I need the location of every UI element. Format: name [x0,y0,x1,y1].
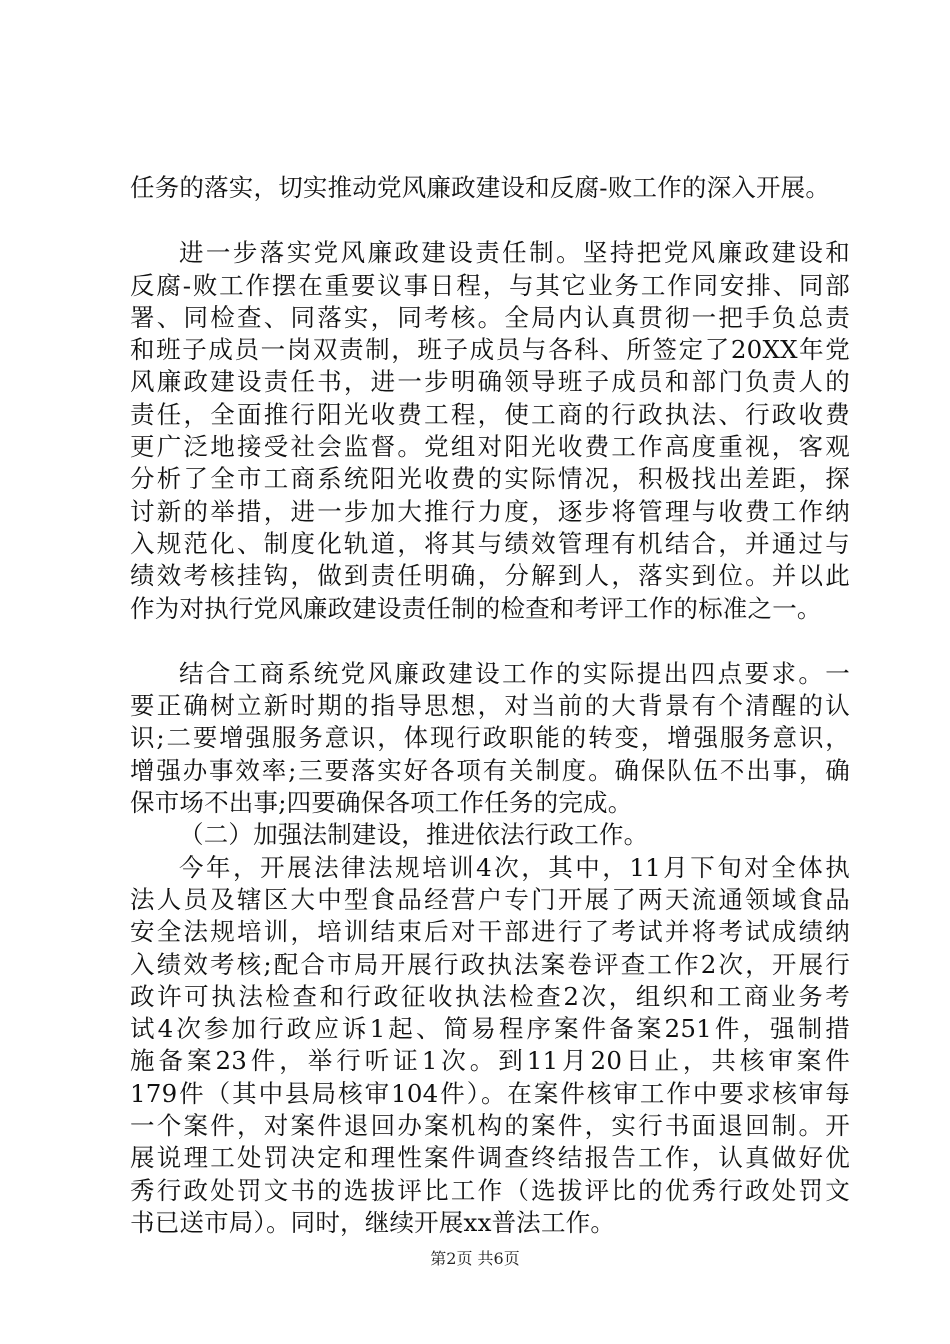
text-line: 更广泛地接受社会监督。党组对阳光收费工作高度重视，客观 [130,432,850,462]
text-line: 法人员及辖区大中型食品经营户专门开展了两天流通领域食品 [130,884,850,914]
text-line: 任务的落实，切实推动党风廉政建设和反腐-败工作的深入开展。 [130,173,831,202]
text-line: 结合工商系统党风廉政建设工作的实际提出四点要求。一 [179,658,850,688]
text-line: 施备案23件，举行听证1次。到11月20日止，共核审案件 [130,1046,850,1076]
paragraph-gap [130,625,850,658]
page-number-footer: 第2页 共6页 [430,1249,520,1268]
paragraph-5 [130,852,850,1240]
paragraph-3 [130,658,850,819]
text-line: 作为对执行党风廉政建设责任制的检查和考评工作的标准之一。 [130,593,822,623]
text-line: 责任，全面推行阳光收费工程，使工商的行政执法、行政收费 [130,399,850,429]
text-line: 增强办事效率;三要落实好各项有关制度。确保队伍不出事，确 [130,755,850,785]
text-line: 安全法规培训，培训结束后对干部进行了考试并将考试成绩纳 [130,917,850,947]
text-line: 一个案件，对案件退回办案机构的案件，实行书面退回制。开 [130,1111,850,1141]
text-line: 进一步落实党风廉政建设责任制。坚持把党风廉政建设和 [179,238,850,268]
text-line: 书已送市局）。同时，继续开展xx普法工作。 [130,1207,616,1237]
text-line: 分析了全市工商系统阳光收费的实际情况，积极找出差距，探 [130,464,850,494]
text-line: 展说理工处罚决定和理性案件调查终结报告工作，认真做好优 [130,1143,850,1173]
text-line: 要正确树立新时期的指导思想，对当前的大背景有个清醒的认 [130,691,850,721]
text-line: 今年，开展法律法规培训4次，其中，11月下旬对全体执 [179,852,850,882]
text-line: 政许可执法检查和行政征收执法检查2次，组织和工商业务考 [130,981,850,1011]
text-line: 入绩效考核;配合市局开展行政执法案卷评查工作2次，开展行 [130,949,850,979]
text-line: 保市场不出事;四要确保各项工作任务的完成。 [130,788,633,818]
text-line: 风廉政建设责任书，进一步明确领导班子成员和部门负责人的 [130,367,850,397]
text-line: 反腐-败工作摆在重要议事日程，与其它业务工作同安排、同部 [130,270,850,300]
text-line: 179件（其中县局核审104件）。在案件核审工作中要求核审每 [130,1078,850,1108]
text-line: 秀行政处罚文书的选拔评比工作（选拔评比的优秀行政处罚文 [130,1175,850,1205]
text-line: 识;二要增强服务意识，体现行政职能的转变，增强服务意识， [130,723,850,753]
text-line: 绩效考核挂钩，做到责任明确，分解到人，落实到位。并以此 [130,561,850,591]
text-line: 试4次参加行政应诉1起、简易程序案件备案251件，强制措 [130,1014,850,1044]
text-line: （二）加强法制建设，推进依法行政工作。 [179,820,649,850]
text-line: 和班子成员一岗双责制，班子成员与各科、所签定了20XX年党 [130,335,850,365]
text-line: 讨新的举措，进一步加大推行力度，逐步将管理与收费工作纳 [130,496,850,526]
paragraph-gap [130,204,850,237]
text-line: 入规范化、制度化轨道，将其与绩效管理有机结合，并通过与 [130,528,850,558]
document-body [130,172,850,1239]
section-heading [130,819,850,851]
paragraph-1 [130,172,850,204]
text-line: 署、同检查、同落实，同考核。全局内认真贯彻一把手负总责 [130,302,850,332]
paragraph-2 [130,237,850,625]
